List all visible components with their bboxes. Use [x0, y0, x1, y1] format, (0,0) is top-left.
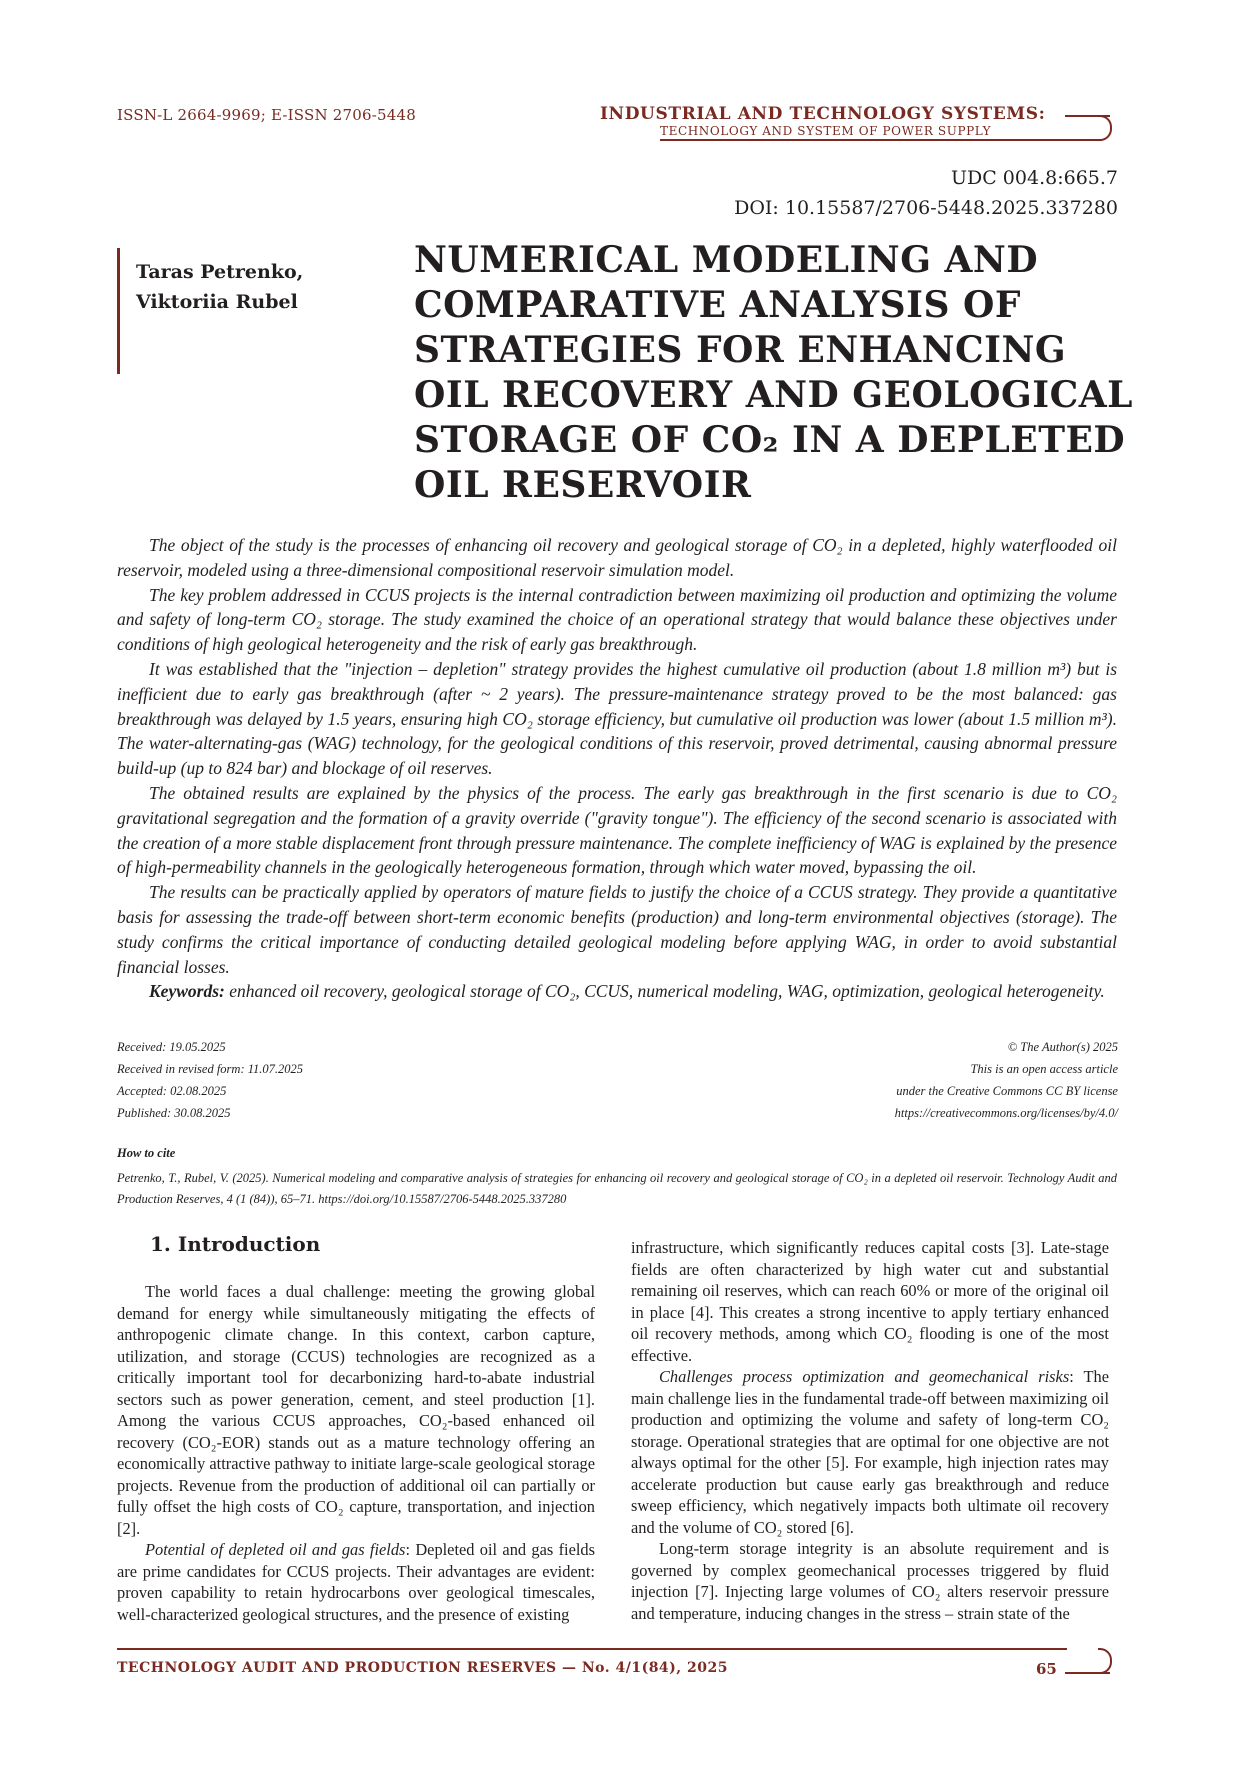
footer-bracket: [1098, 1648, 1112, 1674]
abstract-paragraph: The object of the study is the processes of enhancing oil recovery and geological storage of CO₂ in a depleted, highly waterflooded oil reservoir, modeled using a three-dimensional compositional reservoir simulation model.: [117, 535, 1117, 580]
paragraph-text: : Depleted oil and gas fields are prime candidates for CCUS projects. Their advantages are evident: proven capability to retain hydrocarbons over geological timescales, well-characterized geological structures, and the presence of existing: [117, 1540, 595, 1624]
footer-journal: TECHNOLOGY AUDIT AND PRODUCTION RESERVES — No. 4/1(84), 2025: [117, 1660, 729, 1676]
body-paragraph: Long-term storage integrity is an absolute requirement and is governed by complex geomechanical processes triggered by fluid injection [7]. Injecting large volumes of CO₂ alters reservoir pressure and temperature, inducing changes in the stress – strain state of the: [631, 1539, 1109, 1623]
page-number: 65: [1036, 1660, 1057, 1678]
keywords-label: Keywords:: [149, 981, 225, 1002]
doi: DOI: 10.15587/2706-5448.2025.337280: [734, 197, 1118, 219]
keywords-list: enhanced oil recovery, geological storage of CO₂, CCUS, numerical modeling, WAG, optimization, geological heterogeneity.: [224, 981, 1105, 1002]
authors: [136, 257, 303, 317]
abstract-paragraph: It was established that the "injection – depletion" strategy provides the highest cumulative oil production (about 1.8 million m³) but is inefficient due to early gas breakthrough (after ~ 2 years). The pressure-maintenance strategy proved to be the most balanced: gas breakthrough was delayed by 1.5 years, ensuring high CO₂ storage efficiency, but cumulative oil production was lower (about 1.5 million m³). The water-alternating-gas (WAG) technology, for the geological conditions of this reservoir, proved detrimental, causing abnormal pressure build-up (up to 824 bar) and blockage of oil reserves.: [117, 658, 1117, 779]
copyright: © The Author(s) 2025: [1007, 1040, 1118, 1054]
header-underline: [660, 139, 1102, 141]
udc-code: UDC 004.8:665.7: [950, 167, 1118, 189]
citation-heading: How to cite: [117, 1146, 176, 1160]
paragraph-lead: Potential of depleted oil and gas fields: [145, 1540, 406, 1559]
abstract: [117, 533, 1117, 1004]
keywords: [117, 979, 1117, 1004]
section-heading: 1. Introduction: [150, 1232, 321, 1256]
open-access-note: This is an open access article: [970, 1062, 1118, 1076]
author-1: Taras Petrenko,: [136, 261, 304, 283]
paragraph-lead: Challenges process optimization and geomechanical risks: [659, 1367, 1070, 1386]
issn-line: ISSN-L 2664-9969; E-ISSN 2706-5448: [117, 106, 416, 124]
cc-license-note: under the Creative Commons CC BY license: [896, 1084, 1118, 1098]
journal-subtitle: TECHNOLOGY AND SYSTEM OF POWER SUPPLY: [660, 124, 992, 138]
body-paragraph: infrastructure, which significantly reduces capital costs [3]. Late-stage fields are often characterized by high water cut and substantial remaining oil reserves, which can reach 60% or more of the original oil in place [4]. This creates a strong incentive to apply tertiary enhanced oil recovery methods, among which CO₂ flooding is one of the most effective.: [631, 1238, 1109, 1365]
license-link[interactable]: https://creativecommons.org/licenses/by/4.0/: [894, 1106, 1118, 1120]
body-column-left: [117, 1281, 595, 1625]
abstract-paragraph: The obtained results are explained by the physics of the process. The early gas breakthrough in the first scenario is due to CO₂ gravitational segregation and the formation of a gravity override ("gravity tongue"). The efficiency of the second scenario is associated with the creation of a more stable displacement front through pressure maintenance. The complete inefficiency of WAG is explained by the presence of high-permeability channels in the geologically heterogeneous formation, through which water moved, bypassing the oil.: [117, 782, 1117, 878]
paragraph-text: : The main challenge lies in the fundamental trade-off between maximizing oil production and optimizing the volume and safety of long-term CO₂ storage. Operational strategies that are optimal for one objective are not always optimal for the other [5]. For example, high injection rates may accelerate production but cause early gas breakthrough and reduce sweep efficiency, which negatively impacts both ultimate oil recovery and the volume of CO₂ stored [6].: [631, 1367, 1109, 1537]
journal-title: INDUSTRIAL AND TECHNOLOGY SYSTEMS:: [600, 104, 1046, 124]
citation-text: Petrenko, T., Rubel, V. (2025). Numerical modeling and comparative analysis of strategies for enhancing oil recovery and geological storage of CO₂ in a depleted oil reservoir. Technology Audit and Production Reserves, 4 (1 (84)), 65–71. https://doi.org/10.15587/2706-5448.2025.337280: [117, 1171, 1117, 1206]
received-date: Received: 19.05.2025: [117, 1040, 226, 1054]
abstract-paragraph: The results can be practically applied by operators of mature fields to justify the choice of a CCUS strategy. They provide a quantitative basis for assessing the trade-off between short-term economic benefits (production) and long-term environmental objectives (storage). The study confirms the critical importance of conducting detailed geological modeling before applying WAG, in order to avoid substantial financial losses.: [117, 882, 1117, 977]
body-paragraph: [117, 1539, 595, 1625]
revised-date: Received in revised form: 11.07.2025: [117, 1062, 304, 1076]
article-title: NUMERICAL MODELING AND COMPARATIVE ANALYSIS OF STRATEGIES FOR ENHANCING OIL RECOVERY AND GEOLOGICAL STORAGE OF CO₂ IN A DEPLETED OIL RESERVOIR: [414, 239, 1133, 506]
authors-bar: [117, 248, 120, 374]
license-info: [895, 1036, 1118, 1124]
footer-rule-short: [1065, 1672, 1110, 1674]
body-paragraph: The world faces a dual challenge: meeting the growing global demand for energy while simultaneously mitigating the effects of anthropogenic climate change. In this context, carbon capture, utilization, and storage (CCUS) technologies are recognized as a critically important tool for decarbonizing hard-to-abate industrial sectors such as power generation, cement, and steel production [1]. Among the various CCUS approaches, CO₂-based enhanced oil recovery (CO₂-EOR) stands out as a mature technology offering an economically attractive pathway to initiate large-scale geological storage projects. Revenue from the production of additional oil can partially or fully offset the high costs of CO₂ capture, transportation, and injection [2].: [117, 1282, 596, 1538]
body-column-right: [631, 1237, 1109, 1624]
author-2: Viktoriia Rubel: [136, 291, 298, 313]
article-dates: [117, 1036, 303, 1124]
footer-rule: [117, 1648, 1067, 1650]
published-date: Published: 30.08.2025: [117, 1106, 231, 1120]
accepted-date: Accepted: 02.08.2025: [117, 1084, 227, 1098]
body-paragraph: [631, 1366, 1109, 1538]
header-bracket: [1098, 115, 1112, 141]
abstract-paragraph: The key problem addressed in CCUS projects is the internal contradiction between maximizing oil production and optimizing the volume and safety of long-term CO₂ storage. The study examined the choice of an operational strategy that would balance these objectives under conditions of high geological heterogeneity and the risk of early gas breakthrough.: [117, 584, 1117, 655]
